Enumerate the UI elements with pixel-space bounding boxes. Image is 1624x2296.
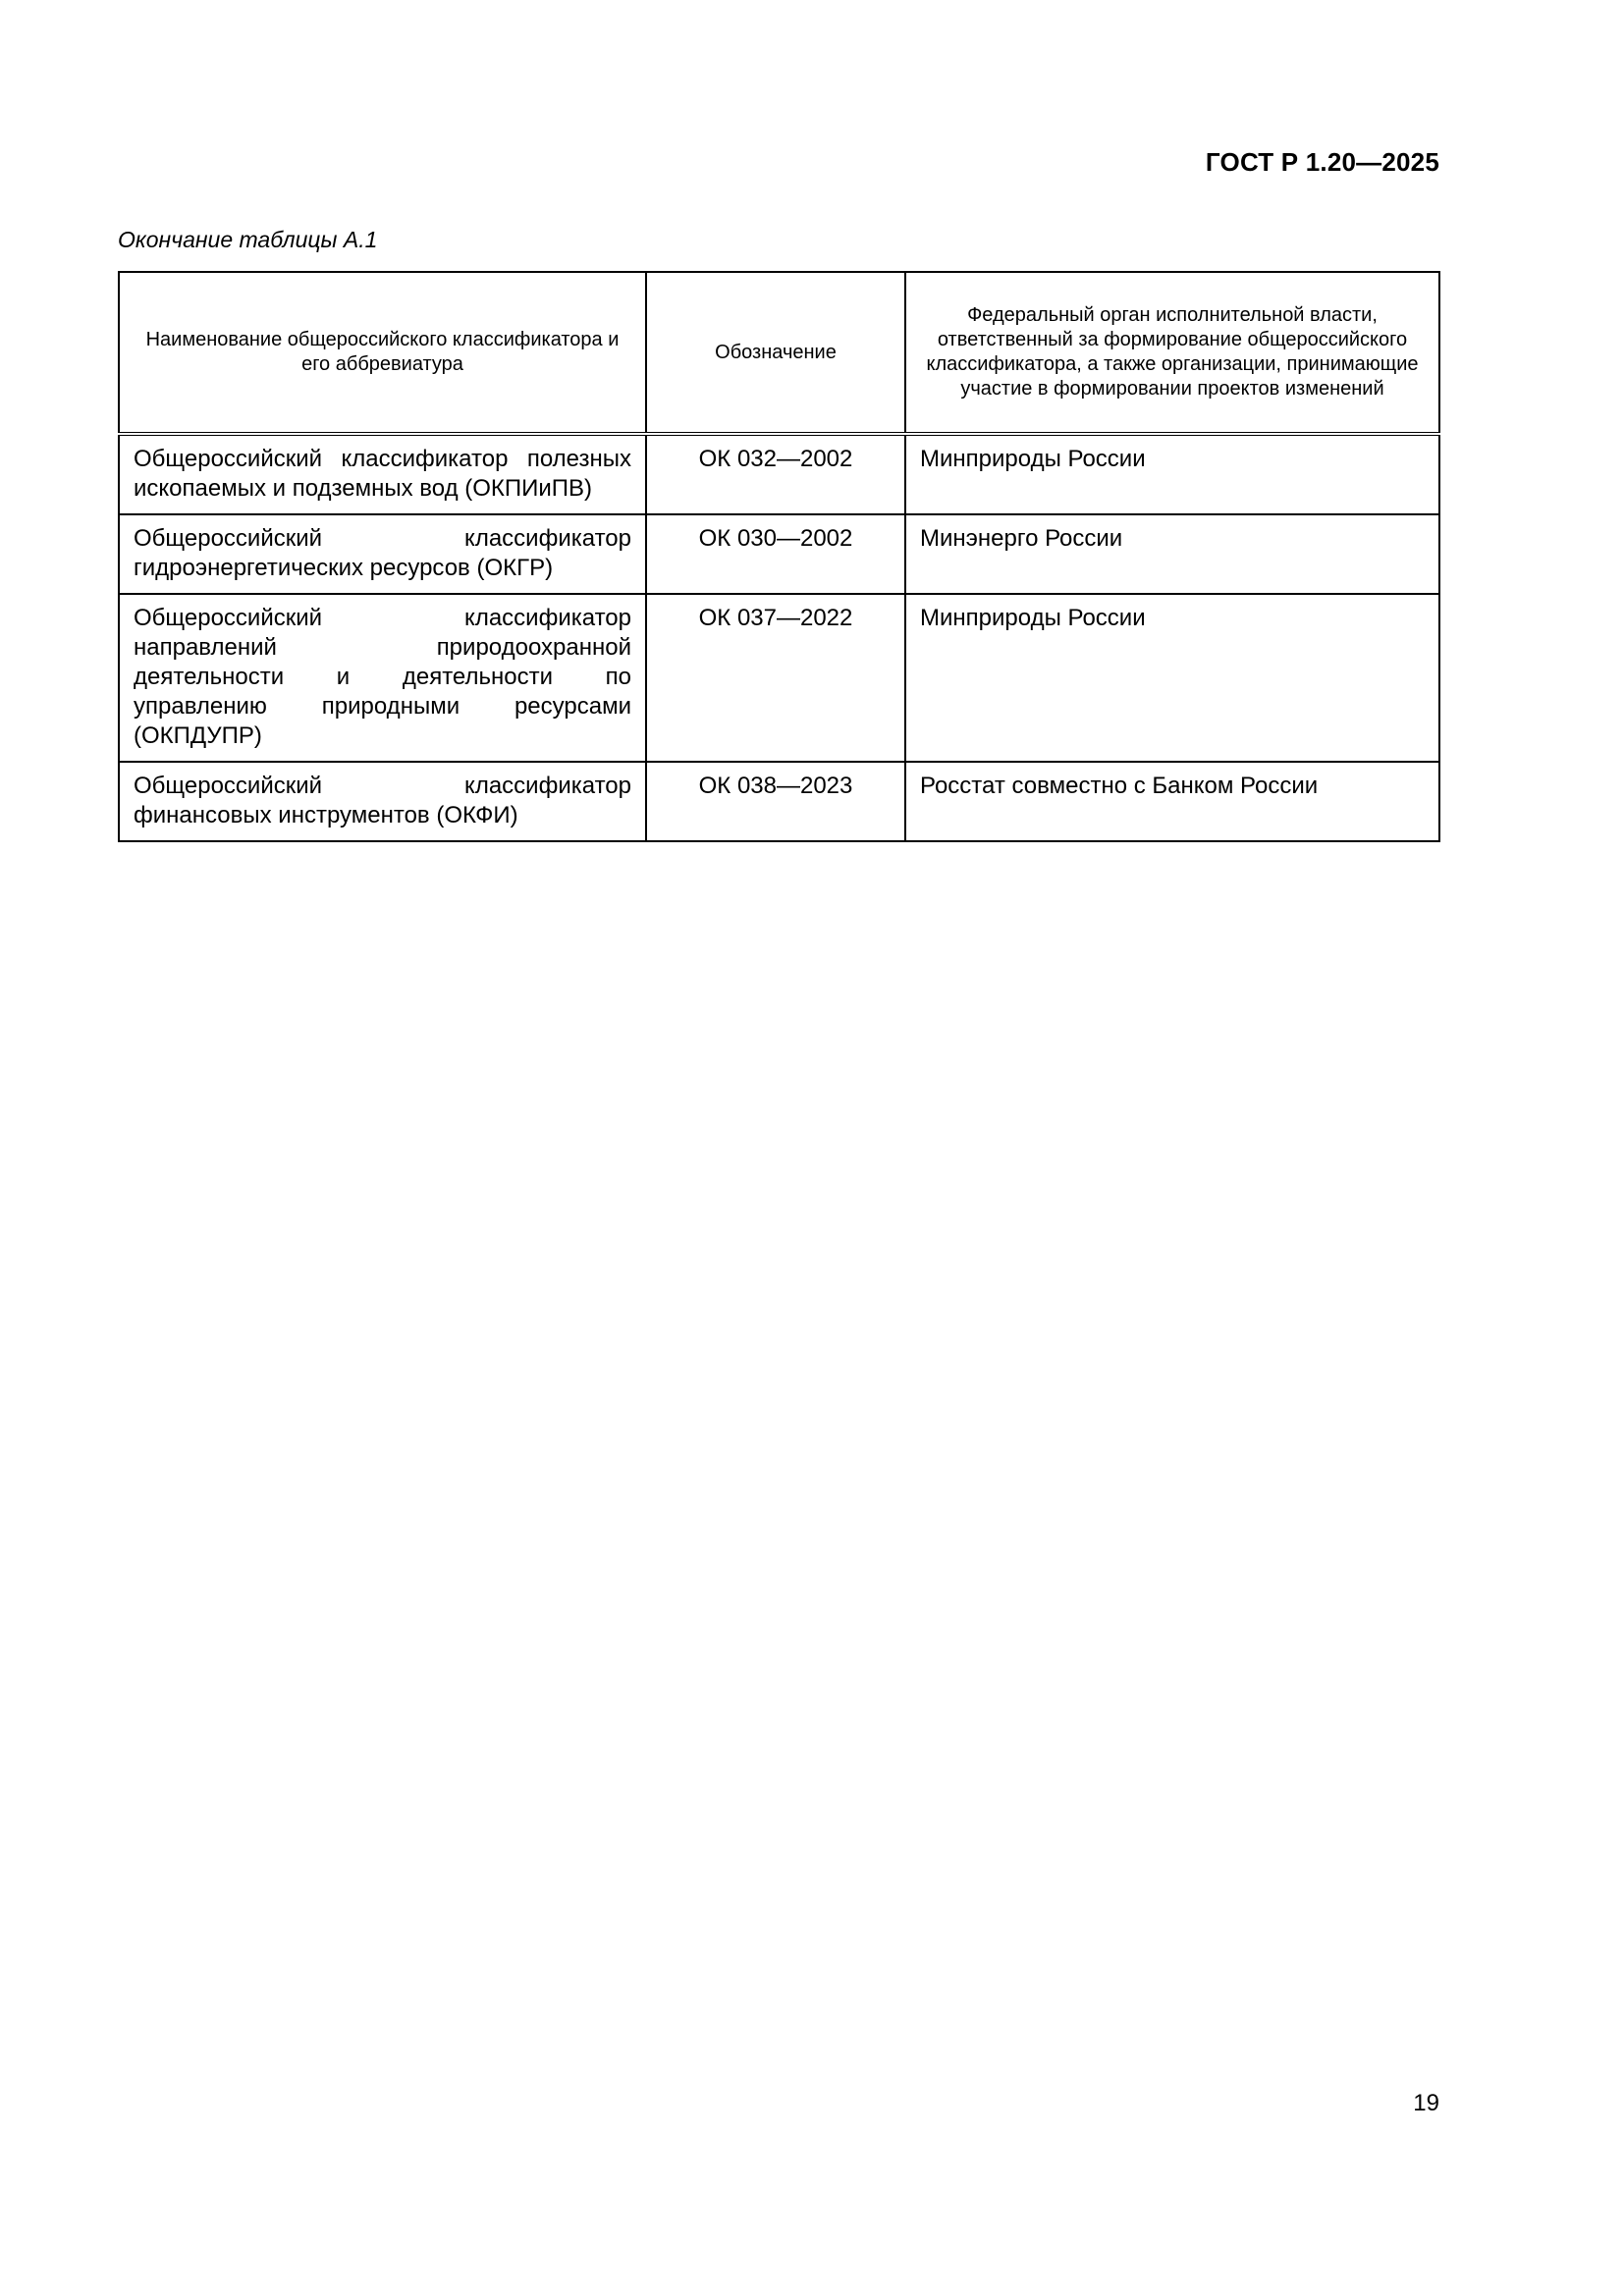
classifier-name-cell: Общероссийский классификатор финансовых инструментов (ОКФИ) bbox=[119, 762, 646, 841]
classifier-code-cell: ОК 030—2002 bbox=[646, 514, 905, 594]
classifier-code-cell: ОК 032—2002 bbox=[646, 434, 905, 514]
classifier-name-cell: Общероссийский классификатор гидроэнергетических ресурсов (ОКГР) bbox=[119, 514, 646, 594]
responsible-org-cell: Росстат совместно с Банком России bbox=[905, 762, 1439, 841]
table-row bbox=[119, 514, 1439, 594]
classifier-code-cell: ОК 037—2022 bbox=[646, 594, 905, 762]
column-header-org: Федеральный орган исполнительной власти, ответственный за формирование общероссийского классификатора, а также организации, принимающие участие в формировании проектов изменений bbox=[905, 272, 1439, 434]
table-row bbox=[119, 594, 1439, 762]
classifier-code-cell: ОК 038—2023 bbox=[646, 762, 905, 841]
classifier-name-cell: Общероссийский классификатор направлений природоохранной деятельности и деятельности по управлению природными ресурсами (ОКПДУПР) bbox=[119, 594, 646, 762]
table-row bbox=[119, 762, 1439, 841]
document-code: ГОСТ Р 1.20—2025 bbox=[1205, 147, 1439, 177]
table-caption: Окончание таблицы А.1 bbox=[118, 227, 378, 252]
responsible-org-cell: Минприроды России bbox=[905, 434, 1439, 514]
classifier-table bbox=[118, 271, 1440, 842]
column-header-code: Обозначение bbox=[646, 272, 905, 434]
responsible-org-cell: Минприроды России bbox=[905, 594, 1439, 762]
table-header-row bbox=[119, 272, 1439, 434]
page-number: 19 bbox=[1413, 2090, 1439, 2116]
responsible-org-cell: Минэнерго России bbox=[905, 514, 1439, 594]
classifier-name-cell: Общероссийский классификатор полезных ископаемых и подземных вод (ОКПИиПВ) bbox=[119, 434, 646, 514]
table-row bbox=[119, 434, 1439, 514]
column-header-name: Наименование общероссийского классификатора и его аббревиатура bbox=[119, 272, 646, 434]
